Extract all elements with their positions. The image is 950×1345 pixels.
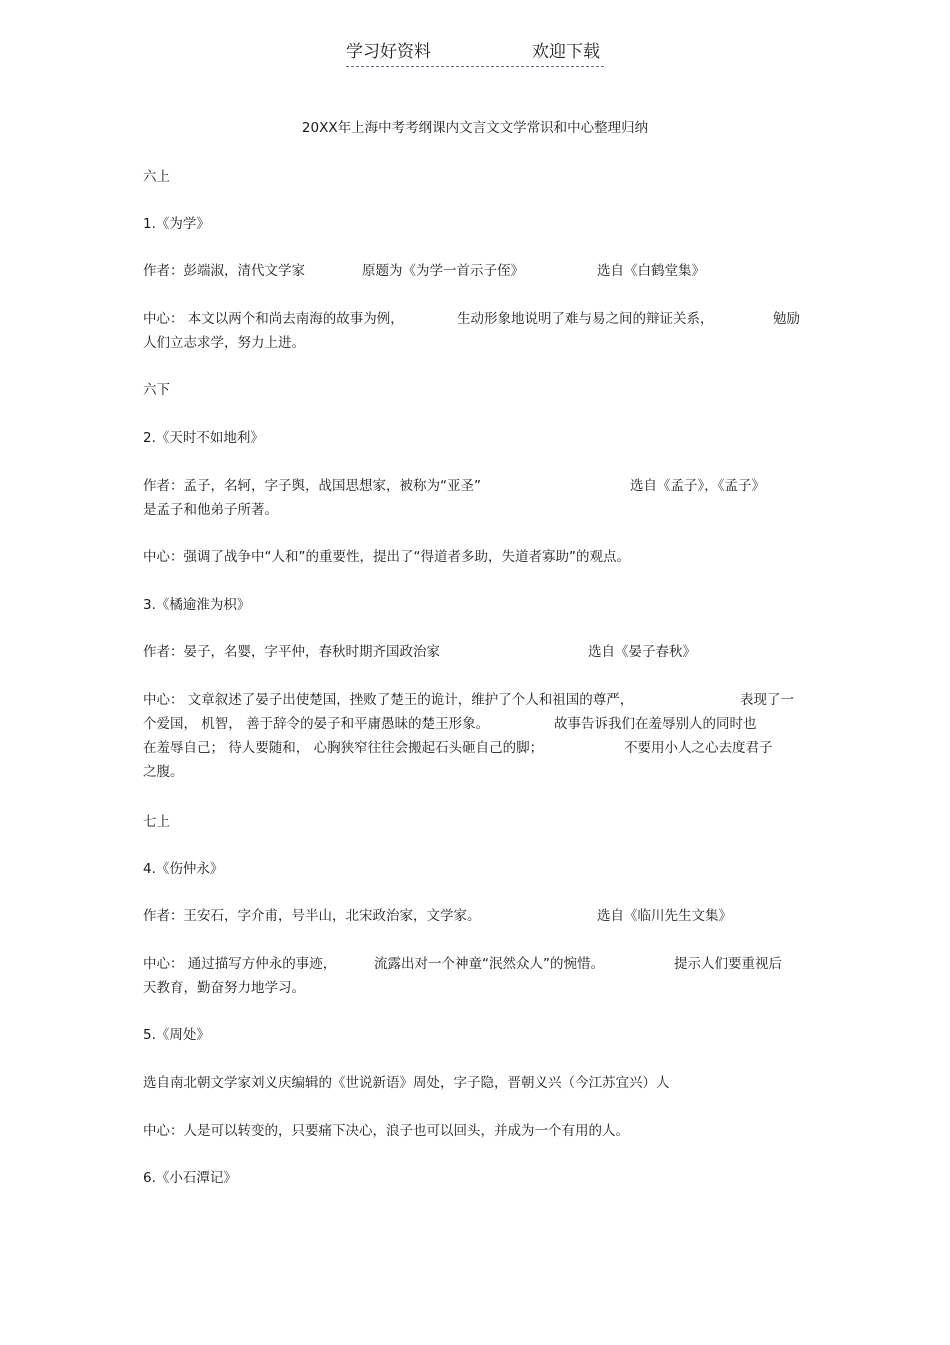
author-text: 选自《白鹤堂集》: [597, 263, 705, 279]
center-text: 中心：人是可以转变的，只要痛下决心，浪子也可以回头，并成为一个有用的人。: [143, 1123, 629, 1139]
center-text: 勉励: [773, 311, 800, 327]
author-line: [143, 640, 808, 664]
section-heading: 七上: [143, 814, 170, 830]
center-text: 中心： 本文以两个和尚去南海的故事为例，: [143, 311, 404, 327]
section-heading: 六上: [143, 169, 170, 185]
item-heading: 5.《周处》: [143, 1027, 210, 1043]
center-text: 流露出对一个神童“泯然众人”的惋惜。: [374, 956, 604, 972]
center-paragraph: [143, 952, 808, 1000]
center-text: 天教育，勤奋努力地学习。: [143, 980, 305, 996]
author-text: 是孟子和他弟子所著。: [143, 502, 278, 518]
center-text: 在羞辱自己； 待人要随和， 心胸狭窄往往会搬起石头砸自己的脚；: [143, 740, 544, 756]
center-paragraph: [143, 688, 808, 784]
item-heading: 2.《天时不如地利》: [143, 430, 264, 446]
center-text: 故事告诉我们在羞辱别人的同时也: [554, 716, 757, 732]
author-line: [143, 259, 808, 283]
center-text: 生动形象地说明了难与易之间的辩证关系，: [457, 311, 714, 327]
center-text: 中心： 通过描写方仲永的事迹，: [143, 956, 337, 972]
author-text: 选自《晏子春秋》: [588, 644, 696, 660]
center-text: 中心： 文章叙述了晏子出使楚国，挫败了楚王的诡计，维护了个人和祖国的尊严，: [143, 692, 634, 708]
header-right-text: 欢迎下载: [532, 42, 600, 62]
item-heading: 4.《伤仲永》: [143, 861, 224, 877]
author-text: 作者：王安石，字介甫，号半山，北宋政治家，文学家。: [143, 908, 481, 924]
section-heading: 六下: [143, 382, 170, 398]
center-text: 人们立志求学，努力上进。: [143, 335, 305, 351]
item-heading: 6.《小石潭记》: [143, 1170, 237, 1186]
author-text: 作者：孟子，名轲，字子舆，战国思想家，被称为“亚圣”: [143, 478, 481, 494]
document-title: 20XX年上海中考考纲课内文言文文学常识和中心整理归纳: [301, 120, 649, 136]
center-paragraph: [143, 307, 808, 355]
author-text: 选自《孟子》，《孟子》: [630, 478, 765, 494]
center-text: 表现了一: [740, 692, 794, 708]
item-heading: 3.《橘逾淮为枳》: [143, 597, 251, 613]
author-line: [143, 904, 808, 928]
author-paragraph: [143, 474, 808, 522]
author-text: 作者：晏子，名婴，字平仲，春秋时期齐国政治家: [143, 644, 440, 660]
center-text: 中心：强调了战争中“人和”的重要性，提出了“得道者多助，失道者寡助”的观点。: [143, 549, 630, 565]
author-text: 选自《临川先生文集》: [597, 908, 732, 924]
page-header: [346, 40, 604, 67]
header-left-text: 学习好资料: [346, 42, 431, 62]
author-text: 选自南北朝文学家刘义庆编辑的《世说新语》周处，字子隐，晋朝义兴（今江苏宜兴）人: [143, 1075, 670, 1091]
center-text: 之腹。: [143, 764, 184, 780]
center-text: 不要用小人之心去度君子: [624, 740, 773, 756]
author-text: 作者：彭端淑，清代文学家: [143, 263, 305, 279]
author-text: 原题为《为学一首示子侄》: [362, 263, 524, 279]
item-heading: 1.《为学》: [143, 216, 210, 232]
center-text: 个爱国， 机智， 善于辞令的晏子和平庸愚昧的楚王形象。: [143, 716, 490, 732]
center-text: 提示人们要重视后: [674, 956, 782, 972]
